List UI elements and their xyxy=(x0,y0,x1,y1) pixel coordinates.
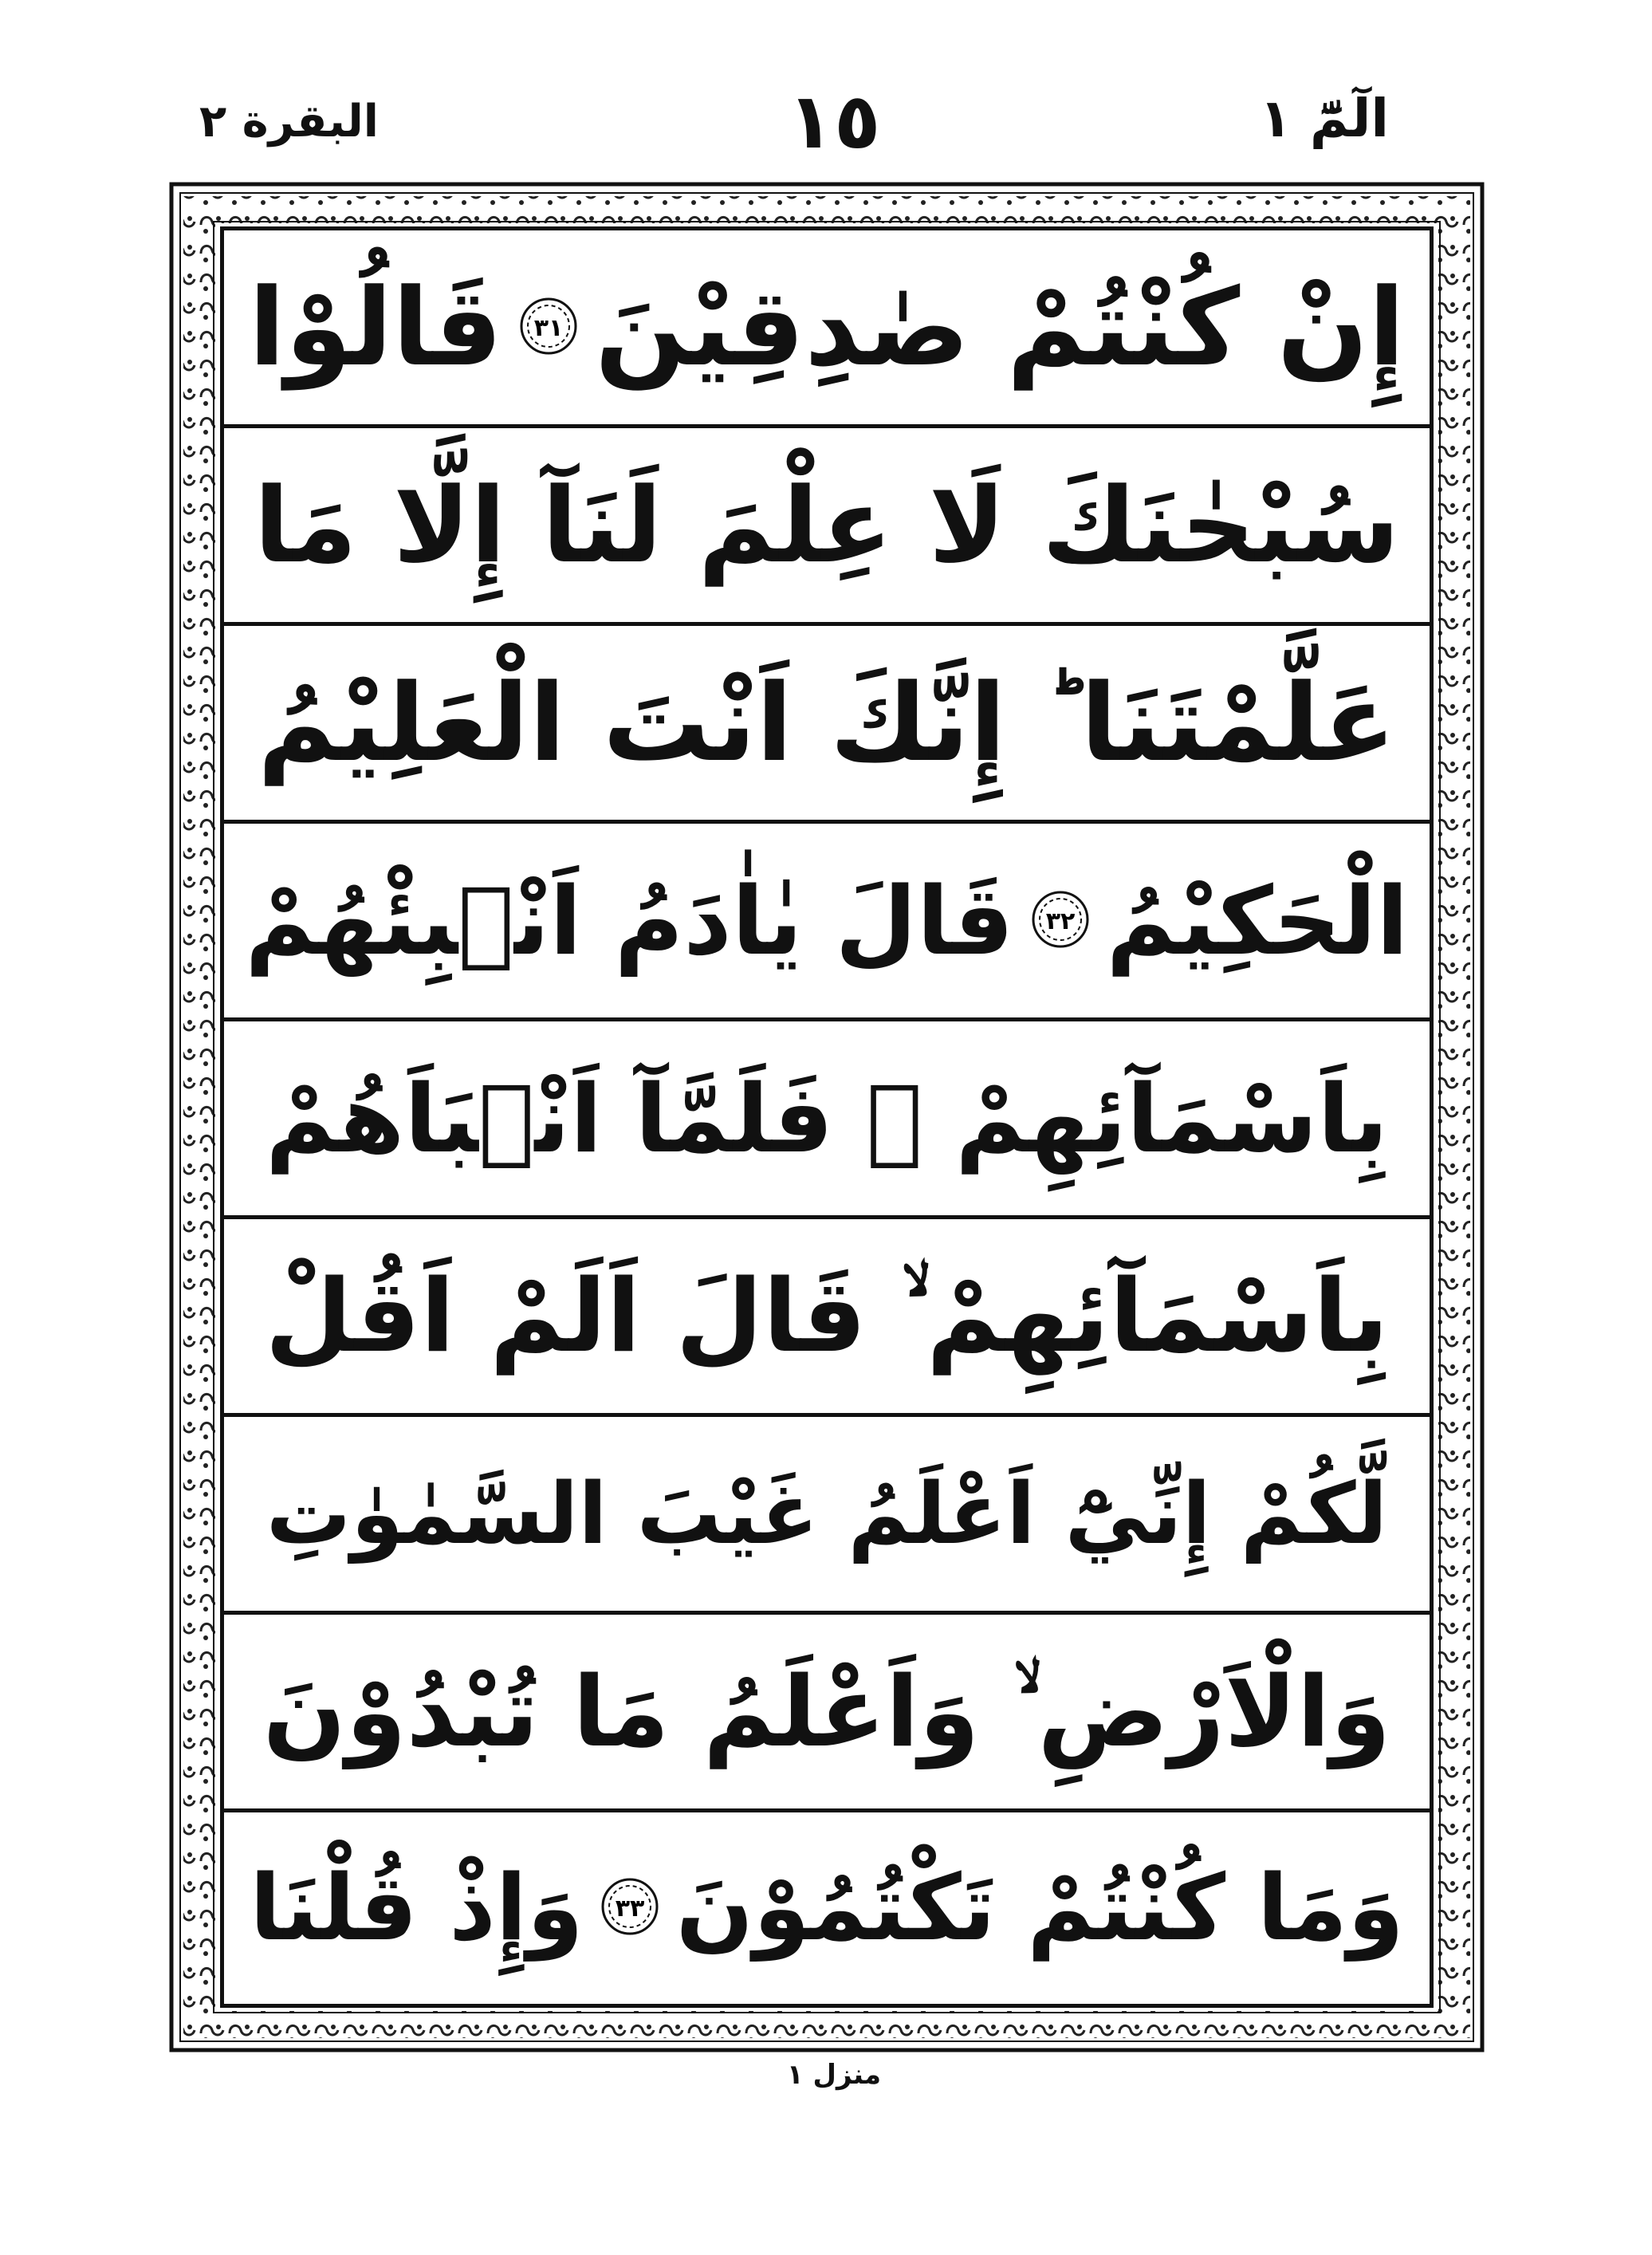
quran-line-1 xyxy=(224,230,1430,428)
ayah-number: ٣٣ xyxy=(615,1895,645,1922)
text-panel xyxy=(220,226,1434,2008)
ayah-marker xyxy=(1029,887,1092,954)
ayah-number: ٣١ xyxy=(533,313,564,342)
ayah-number: ٣٢ xyxy=(1045,907,1075,935)
line-text-after: قَالُوْا xyxy=(248,265,503,390)
line-text: وَالْاَرْضِ ۙ وَاَعْلَمُ مَا تُبْدُوْنَ xyxy=(262,1655,1391,1769)
quran-line-8 xyxy=(224,1615,1430,1812)
line-text: بِاَسْمَآئِهِمْ ۚ فَلَمَّآ اَنْۢبَاَهُمْ xyxy=(265,1063,1389,1174)
quran-line-7 xyxy=(224,1417,1430,1615)
line-text: عَلَّمْتَنَا ؕ إِنَّكَ اَنْتَ الْعَلِيْمُ xyxy=(258,660,1396,785)
manzil-label: منزل ١ xyxy=(786,2059,882,2091)
ayah-end-icon xyxy=(598,1875,662,1938)
line-text-before: إِنْ كُنْتُمْ صٰدِقِيْنَ xyxy=(595,265,1406,390)
quran-line-6 xyxy=(224,1219,1430,1417)
juz-name: الٓمّٓ ١ xyxy=(1259,88,1389,149)
line-text-before: الْحَكِيْمُ xyxy=(1106,865,1409,976)
quran-line-5 xyxy=(224,1021,1430,1219)
page-header xyxy=(0,0,1652,175)
ayah-marker xyxy=(517,294,580,361)
ayah-marker xyxy=(598,1875,662,1942)
ornamental-frame xyxy=(169,182,1485,2052)
quran-line-9 xyxy=(224,1812,1430,2004)
line-text-after: وَإِذْ قُلْنَا xyxy=(250,1855,584,1961)
line-text: سُبْحٰنَكَ لَا عِلْمَ لَنَآ إِلَّا مَا xyxy=(254,464,1400,586)
line-text: لَّكُمْ إِنِّيْٓ اَعْلَمُ غَيْبَ السَّمٰوٰتِ xyxy=(266,1464,1388,1563)
line-text-before: وَمَا كُنْتُمْ تَكْتُمُوْنَ xyxy=(675,1855,1404,1961)
ayah-end-icon xyxy=(517,294,580,358)
quran-line-3 xyxy=(224,626,1430,824)
surah-name: البقرة ٢ xyxy=(199,96,379,148)
ayah-end-icon xyxy=(1029,887,1092,951)
quran-line-4 xyxy=(224,824,1430,1021)
line-text: بِاَسْمَآئِهِمْ ۙ قَالَ اَلَمْ اَقُلْ xyxy=(265,1257,1389,1375)
line-text-after: قَالَ يٰاٰدَمُ اَنْۢبِئْهُمْ xyxy=(245,865,1014,976)
page-number: ١٥ xyxy=(787,77,881,166)
quran-line-2 xyxy=(224,428,1430,626)
